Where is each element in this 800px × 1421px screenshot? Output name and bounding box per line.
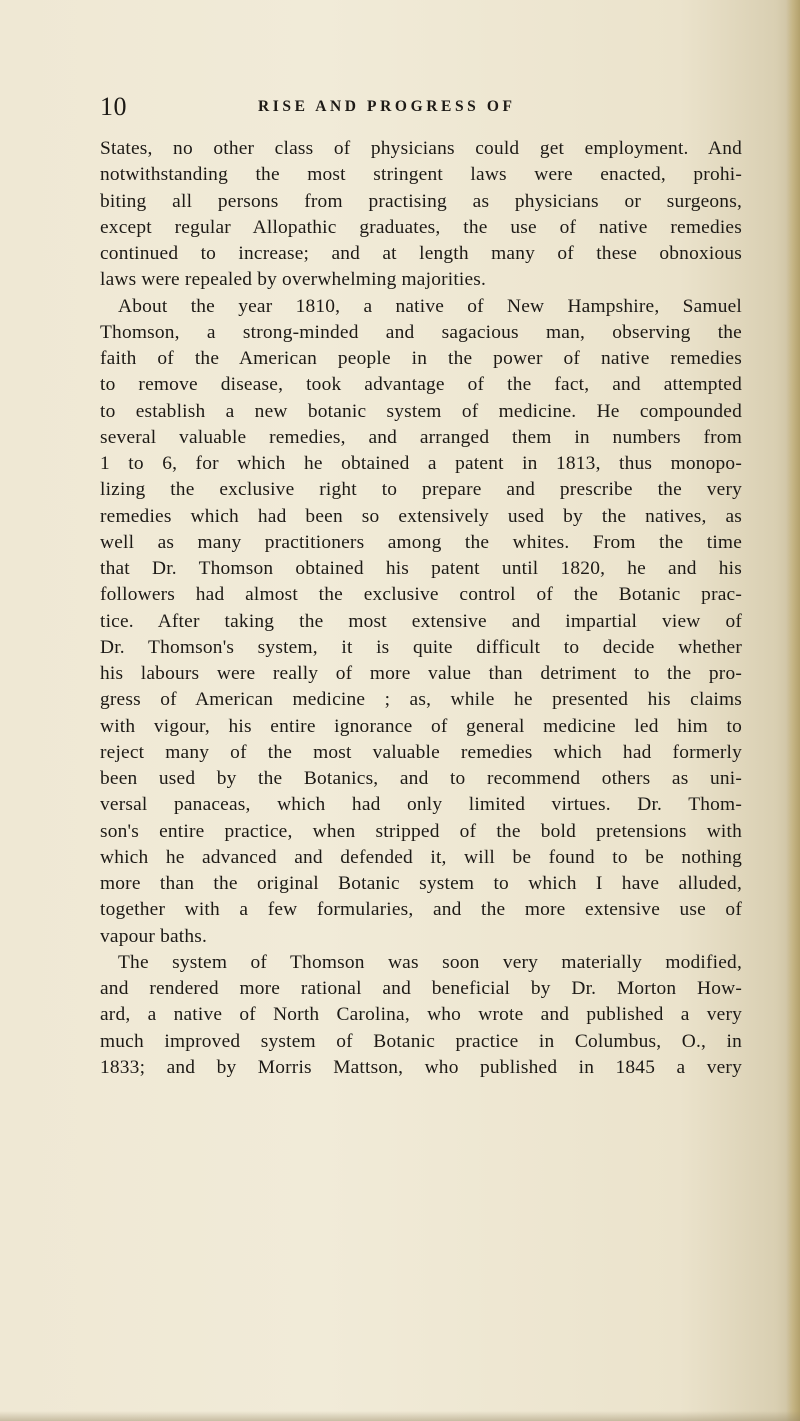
text-line: States, no other class of physicians could get employment. And — [100, 138, 742, 159]
text-line: several valuable remedies, and arranged them in numbers from — [100, 426, 742, 448]
text-line: more than the original Botanic system to which I have alluded, — [100, 873, 742, 894]
text-line: laws were repealed by overwhelming majorities. — [100, 269, 487, 291]
page-bottom-shadow — [0, 1411, 800, 1421]
text-line: to establish a new botanic system of medicine. He compounded — [100, 400, 742, 422]
text-line: versal panaceas, which had only limited virtues. Dr. Thom- — [100, 794, 742, 816]
text-line: faith of the American people in the power of native remedies — [100, 348, 742, 369]
text-line: Dr. Thomson's system, it is quite difficult to decide whether — [100, 636, 742, 658]
text-line: that Dr. Thomson obtained his patent until 1820, he and his — [100, 558, 742, 579]
text-line: to remove disease, took advantage of the fact, and attempted — [100, 374, 742, 396]
text-line: Thomson, a strong-minded and sagacious man, observing the — [100, 321, 742, 343]
text-line: continued to increase; and at length many of these obnoxious — [100, 243, 742, 264]
text-line: been used by the Botanics, and to recommend others as uni- — [100, 768, 742, 789]
text-line: well as many practitioners among the whites. From the time — [100, 531, 742, 553]
text-line: reject many of the most valuable remedies which had formerly — [100, 741, 742, 763]
text-line: vapour baths. — [100, 925, 208, 947]
text-line: his labours were really of more value than detriment to the pro- — [100, 663, 742, 684]
text-line: tice. After taking the most extensive and impartial view of — [100, 610, 742, 632]
text-line: notwithstanding the most stringent laws were enacted, prohi- — [100, 164, 742, 186]
body-text — [100, 136, 742, 1081]
text-line: son's entire practice, when stripped of the bold pretensions with — [100, 820, 742, 842]
page-number: 10 — [100, 92, 127, 121]
page-edge-shadow — [786, 0, 800, 1421]
text-line: remedies which had been so extensively used by the natives, as — [100, 505, 742, 527]
text-line: much improved system of Botanic practice in Columbus, O., in — [100, 1030, 742, 1052]
text-line: which he advanced and defended it, will be found to be nothing — [100, 846, 742, 868]
text-line: biting all persons from practising as physicians or surgeons, — [100, 190, 742, 212]
page-header — [100, 92, 740, 122]
text-line: followers had almost the exclusive control of the Botanic prac- — [100, 584, 742, 606]
text-line: About the year 1810, a native of New Hampshire, Samuel — [118, 295, 742, 317]
text-line: The system of Thomson was soon very materially modified, — [118, 951, 742, 973]
text-line: together with a few formularies, and the more extensive use of — [100, 899, 742, 921]
text-line: lizing the exclusive right to prepare and prescribe the very — [100, 479, 742, 501]
text-line: except regular Allopathic graduates, the use of native remedies — [100, 216, 742, 238]
text-line: 1833; and by Morris Mattson, who published in 1845 a very — [100, 1056, 742, 1078]
text-line: and rendered more rational and beneficial by Dr. Morton How- — [100, 978, 742, 999]
text-line: ard, a native of North Carolina, who wrote and published a very — [100, 1004, 742, 1026]
text-line: gress of American medicine ; as, while he presented his claims — [100, 689, 742, 711]
text-line: 1 to 6, for which he obtained a patent in 1813, thus monopo- — [100, 453, 742, 474]
text-line: with vigour, his entire ignorance of general medicine led him to — [100, 715, 742, 737]
running-head: RISE AND PROGRESS OF — [258, 98, 516, 115]
